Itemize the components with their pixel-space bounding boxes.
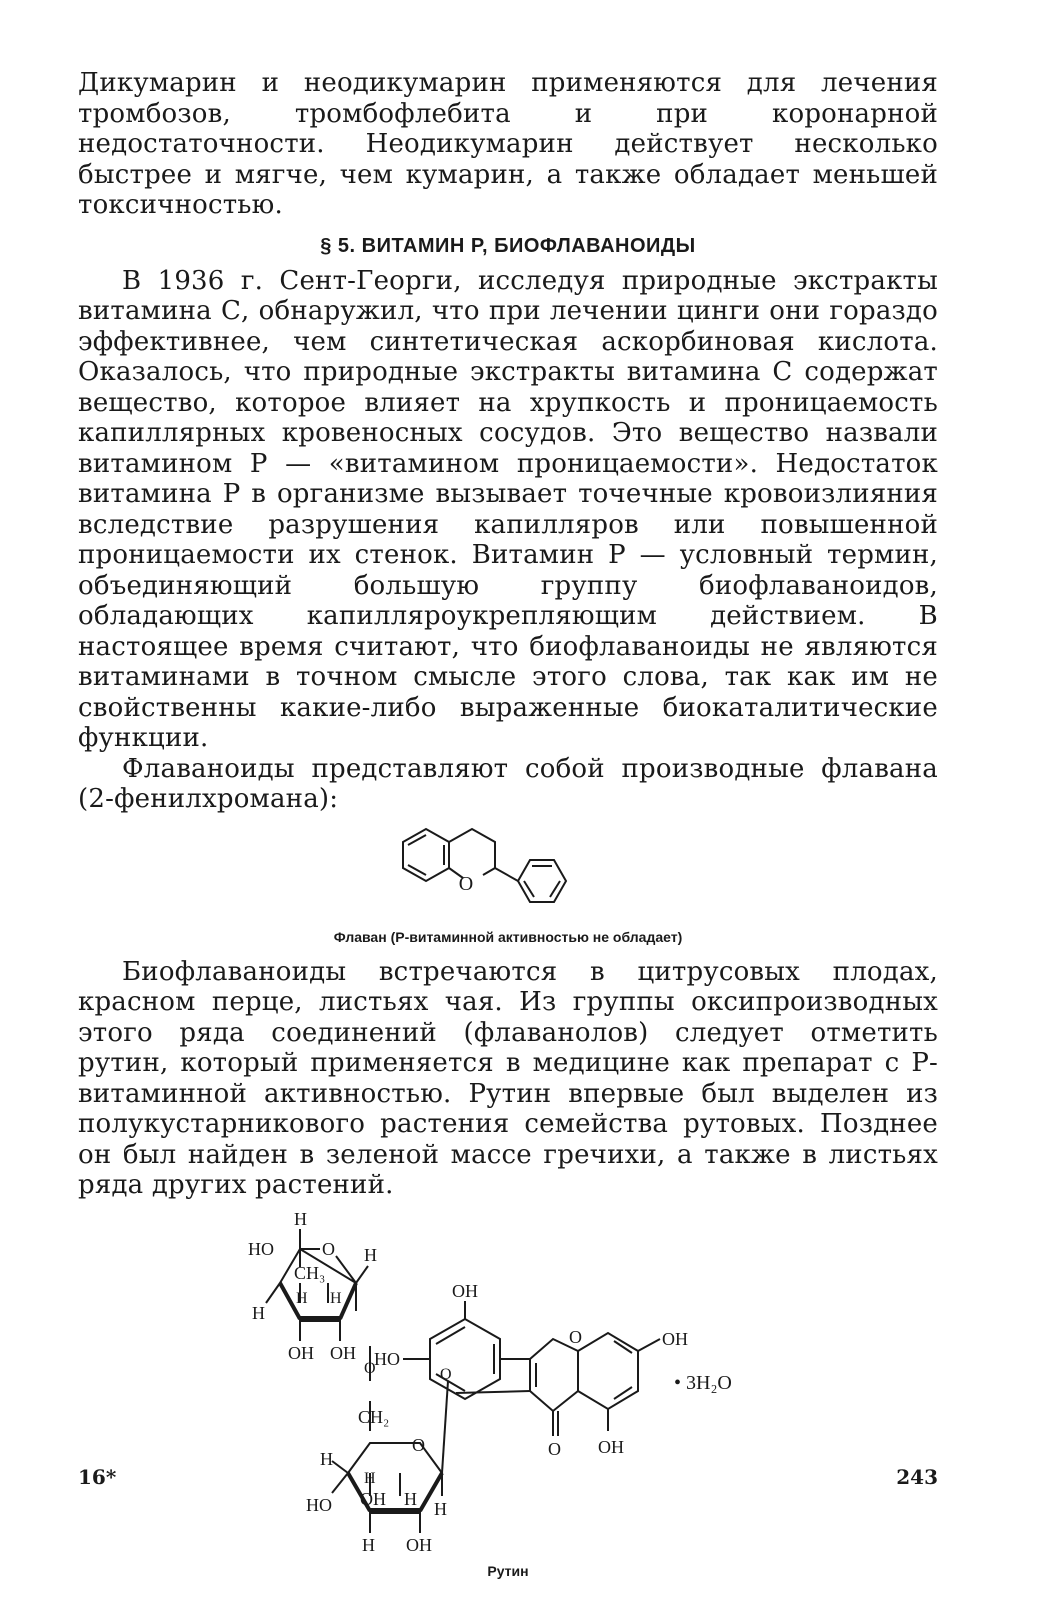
rutin-label-h-gluc-1: H <box>364 1469 376 1487</box>
rutin-label-ch3: CH₃ <box>294 1262 326 1283</box>
rutin-label-o-ring: O <box>569 1326 582 1347</box>
page-body <box>78 68 938 1591</box>
paragraph-vitamin-p: В 1936 г. Сент-Георги, исследуя природные экстракты витамина С, обнаружил, что при лечении цинги они гораздо эффективнее, чем синтетическая аскорбиновая кислота. Оказалось, что природные экстракты витамина С содержат вещество, которое влияет на хрупкость и проницаемость капиллярных кровеносных сосудов. Это вещество назвали витамином Р — «витамином проницаемости». Недостаток витамина Р в организме вызывает точечные кровоизлияния вследствие разрушения капилляров или повышенной проницаемости их стенок. Витамин Р — условный термин, объединяющий большую группу биофлаваноидов, обладающих капилляроукрепляющим действием. В настоящее время считают, что биофлаваноиды не являются витаминами в точном смысле этого слова, так как им не свойственны какие-либо выраженные биокаталитические функции. <box>78 265 938 753</box>
rutin-label-h-gluc-bottom: H <box>362 1534 375 1555</box>
rutin-label-h-gluc-2: H <box>404 1488 417 1509</box>
flavan-structure <box>378 815 638 925</box>
rutin-label-h-gluc-left: H <box>320 1448 333 1469</box>
rutin-label-oh-b-top: OH <box>452 1280 478 1301</box>
rutin-label-oh-gluc: OH <box>360 1488 386 1509</box>
rutin-label-ho-b: HO <box>374 1348 400 1369</box>
flavan-oxygen-label: O <box>458 872 474 895</box>
rutin-hydrate: • 3H₂O <box>674 1371 732 1394</box>
rutin-label-h-rham-left: H <box>252 1302 265 1323</box>
rutin-label-oh-rham-2: OH <box>330 1342 356 1363</box>
paragraph-bioflavanoids: Биофлаваноиды встречаются в цитрусовых плодах, красном перце, листьях чая. Из группы оксипроизводных этого ряда соединений (флаванолов) следует отметить рутин, который применяется в медицине как препарат с Р-витаминной активностью. Рутин впервые был выделен из полукустарникового растения семейства рутовых. Позднее он был найден в зеленой массе гречихи, а также в листьях ряда других растений. <box>78 956 938 1200</box>
rutin-label-oh-a-right: OH <box>662 1328 688 1349</box>
printer-signature: 16* <box>78 1465 117 1489</box>
rutin-label-o-rham: O <box>322 1238 335 1259</box>
paragraph-flavanoids-intro: Флаваноиды представляют собой производные флавана (2-фенилхромана): <box>78 753 938 814</box>
rutin-label-o-glyco: O <box>440 1365 452 1383</box>
rutin-label-o-keto: O <box>548 1438 561 1459</box>
rutin-structure <box>228 1211 788 1561</box>
flavan-caption: Флаван (Р-витаминной активностью не обладает) <box>333 928 683 945</box>
page-number: 243 <box>896 1465 938 1489</box>
rutin-label-o-link: O <box>364 1359 376 1377</box>
rutin-label-h-gluc-right: H <box>434 1498 447 1519</box>
paragraph-dicoumarin: Дикумарин и неодикумарин применяются для лечения тромбозов, тромбофлебита и при коронарной недостаточности. Неодикумарин действует несколько быстрее и мягче, чем кумарин, а также обладает меньшей токсичностью. <box>78 68 938 220</box>
rutin-label-oh-gluc-bottom: OH <box>406 1534 432 1555</box>
rutin-label-h-rham-1: H <box>296 1289 308 1307</box>
rutin-label-h-rham-2: H <box>330 1289 342 1307</box>
rutin-caption: Рутин <box>487 1562 529 1579</box>
rutin-label-o-gluc: O <box>412 1434 425 1455</box>
rutin-label-ho-rham: HO <box>248 1238 274 1259</box>
rutin-label-h-rham-right: H <box>364 1244 377 1265</box>
section-heading: § 5. ВИТАМИН Р, БИОФЛАВАНОИДЫ <box>320 234 696 257</box>
rutin-label-oh-a-bottom: OH <box>598 1436 624 1457</box>
rutin-label-oh-rham-1: OH <box>288 1342 314 1363</box>
rutin-label-ch2: CH₂ <box>358 1406 390 1427</box>
rutin-label-ho-gluc: HO <box>306 1494 332 1515</box>
rutin-label-h-top: H <box>294 1210 307 1229</box>
